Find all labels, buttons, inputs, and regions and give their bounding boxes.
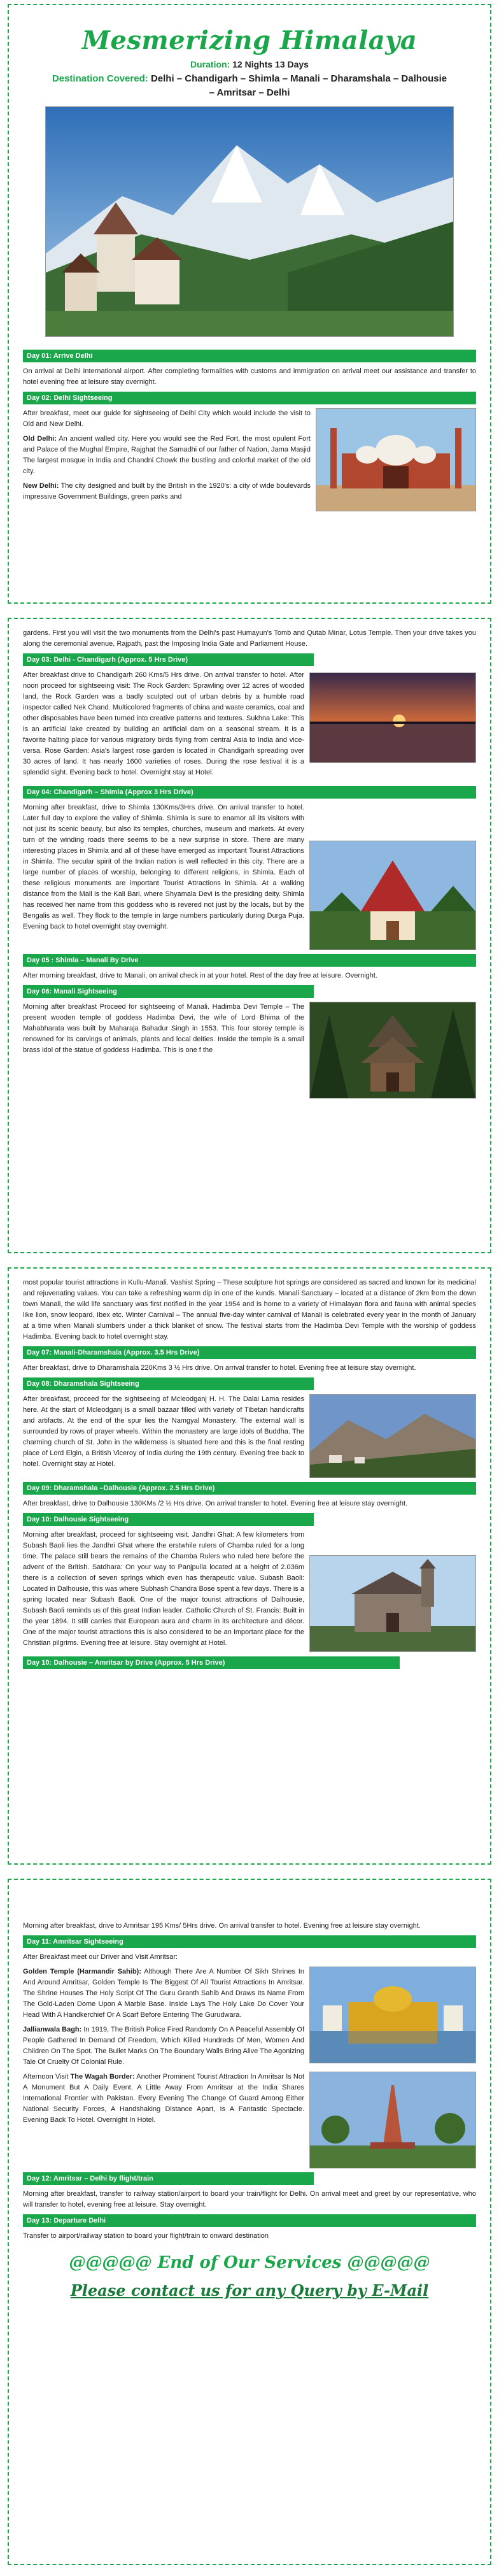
wagah-desc: Another Prominent Tourist Attraction In Amritsar Is Not A Monument But A Daily Event. A Little Away From Amritsar at the India Shares International Frontier with Pakistan. Every Evening The Change Of Guard Among Either National Security Forces, A Handshaking Distance Apart, Is A Fantastic Spectacle. Evening Back To Hotel. Overnight In Hotel. <box>23 2073 304 2124</box>
day-3-text: After breakfast drive to Chandigarh 260 Kms/5 Hrs drive. On arrival transfer to hotel. After noon proceed for sightseeing visit: The Rock Garden: Sprawling over 12 acres of wooded land, the Rock Garden was a badly sculpted out of urban debris by a humble road inspector called Nek Chand. Multicolored fragments of china and waste ceramics, coal and other disposables have been turned into creative patterns and textures. Sukhna Lake: This is an artificial lake created by building an artificial dam on a seasonal stream. It is a favorite halting place for various migratory birds flying from central Asia to India and vice-versa. Rose Garden: Asia's largest rose garden is located in Chandigarh spreading over 30 acres of land. It has nearly 1600 varieties of roses. During the rose festival it is a splendid sight. Evening back to hotel. Overnight stay at Hotel. <box>23 671 304 776</box>
jallianwala-desc: In 1919, The British Police Fired Randomly On A Peaceful Assembly Of People Gathered In Demand Of Freedom, Which Killed Hundreds Of Men, Women And Children On The Spot. The Bullet Marks On The Boundary Walls Bring Alive The Agonizing Tale Of Cruelty Of Colonial Rule. <box>23 2026 304 2066</box>
contact-email-link[interactable]: Please contact us for any Query by E-Mail <box>70 2281 429 2300</box>
day-10-text: Morning after breakfast, proceed for sightseeing visit. Jandhri Ghat: A few kilometers from Subash Baoli lies the Jandhri Ghat where the erstwhile rulers of Chamba ruled for a long time. The palace still bears the remains of the Chamba Rulers who ruled here before the advent of the British. Satdhara: On your way to Panjpulla located at a height of 2.036m there is a collection of seven springs which even has therapeutic value. Subash Baoli: Located in Dalhousie, this was where Subhash Chandra Bose spent a few days. There is a spring located near Subash Baoli. One of the major tourist attractions of Dalhousie, Subash Baoli reminds us of this great Indian leader. Catholic Church of St. Francis: Built in the year 1894. It still carries that European aura and charm in its architecture and décor. One of the major tourist attractions this is also considered to be an important place for the Christian pilgrims. Evening free at leisure. Stay overnight at Hotel. <box>23 1531 304 1647</box>
dharamshala-valley-image <box>309 1394 476 1478</box>
day-3-section <box>23 670 476 782</box>
day-2-continued: gardens. First you will visit the two monuments from the Delhi's past Humayun's Tomb and Qutab Minar, Lotus Temple. Then your drive takes you along the ceremonial avenue, Rajpath, past the Imposing India Gate and Parliament House. <box>23 629 476 648</box>
wagah-label: The Wagah Border: <box>70 2073 135 2081</box>
new-delhi-text <box>23 481 311 502</box>
new-delhi-label: New Delhi: <box>23 482 59 490</box>
duration <box>23 59 476 69</box>
jallianwala-memorial-image <box>309 2072 476 2168</box>
day-4-text: Morning after breakfast, drive to Shimla 130Kms/3Hrs drive. On arrival transfer to hotel. Later full day to explore the valley of Shimla. Shimla is sure to enamor all its visitors with not just its scenic beauty, but also its temples, churches, museum and markets. At every turn of the winding roads there seems to be a new surprise in store. There are many interesting places in Shimla and all of these have emerged as important Tourist Attractions in Shimla. The secular spirit of the Indian nation is well reflected in this city. There are a large number of places of worship, belonging to different religions, in Shimla. Each of these religious monuments are important Tourist Attractions in Shimla. At a walking distance from the Mall is the Kali Bari, where Shyamala Devi is the presiding deity. Shimla has received her name from this goddess who is revered not just by the locals, but by the Bengalis as well. They flock to the temple in large numbers particularly during Durga Puja. Evening back to hotel overnight stay overnight. <box>23 804 304 930</box>
golden-temple-label: Golden Temple (Harmandir Sahib): <box>23 1968 141 1975</box>
day-13-heading: Day 13: Departure Delhi <box>23 2214 476 2227</box>
day-10b-heading: Day 10: Dalhousie – Amritsar by Drive (Approx. 5 Hrs Drive) <box>23 1656 400 1669</box>
page-2 <box>8 618 491 1253</box>
day-4-heading: Day 04: Chandigarh – Shimla (Approx 3 Hrs Drive) <box>23 786 476 799</box>
day-6-text: Morning after breakfast Proceed for sightseeing of Manali. Hadimba Devi Temple – The present wooden temple of goddess Hadimba Devi, the wife of Lord Bhima of the Mahabharata was built by Maharaja Bahadur Singh in 1553. This four storey temple is renowned for its carvings of animals, plants and local deities. Inside the temple is a small brass idol of the statue of goddess Hadimba. This is one f the <box>23 1003 304 1054</box>
wagah-lead: Afternoon Visit <box>23 2073 71 2081</box>
day-2-section <box>23 408 476 511</box>
old-delhi-desc: An ancient walled city. Here you would see the Red Fort, the most opulent Fort and Palace of the Mughal Empire, Rajghat the Samadhi of our father of Nation, Jama Masjid The largest mosque in India and Chandni Chowk the bustling and colorful market of the old city. <box>23 435 311 475</box>
jallianwala-label: Jallianwala Bagh: <box>23 2026 82 2033</box>
end-of-services: @@@@@ End of Our Services @@@@@ <box>69 2253 430 2272</box>
new-delhi-desc: The city designed and built by the British in the 1920's: a city of wide boulevards impressive Government Buildings, green parks and <box>23 482 311 501</box>
golden-temple-text <box>23 1967 304 2021</box>
day-2-heading: Day 02: Delhi Sightseeing <box>23 392 476 404</box>
day-10b-text: Morning after breakfast, drive to Amritsar 195 Kms/ 5Hrs drive. On arrival transfer to hotel. Evening free at leisure stay overnight. <box>23 1922 421 1930</box>
day-1-heading: Day 01: Arrive Delhi <box>23 350 476 362</box>
day-3-heading: Day 03: Delhi - Chandigarh (Approx. 5 Hrs Drive) <box>23 653 314 666</box>
day-7-text: After breakfast, drive to Dharamshala 220Kms 3 ½ Hrs drive. On arrival transfer to hotel. Evening free at leisure stay overnight. <box>23 1364 416 1372</box>
page-3 <box>8 1267 491 1865</box>
day-6-continued: most popular tourist attractions in Kullu-Manali. Vashist Spring – These sculpture hot springs are considered as sacred and known for its medicinal and rejuvenating values. You can take a refreshing warm dip in one of the kunds. Manali Sanctuary – located at a distance of 2km from the down town Manali, the wild life sanctuary was first notified in the year 1954 and is home to a variety of Himalayan flora and fauna with animal species like lion, snow leopard, Ibex etc. Winter Carnival – The annual five-day winter carnival of Manali is celebrated every year in the month of January at a time when Manali slumbers under a thick blanket of snow. The festival starts from the Hadimba Devi Temple with the worship of goddess Hadimba. Evening back to hotel overnight stay. <box>23 1279 476 1341</box>
day-13-text: Transfer to airport/railway station to board your flight/train to onward destination <box>23 2232 269 2240</box>
day-4-section <box>23 802 476 950</box>
day-9-heading: Day 09: Dharamshala –Dalhousie (Approx. 2.5 Hrs Drive) <box>23 1482 476 1495</box>
day-1-text: On arrival at Delhi International airport. After completing formalities with customs and immigration on arrival meet our assistance and transfer to hotel evening free at leisure stay overnight. <box>23 367 476 386</box>
dalhousie-church-image <box>309 1555 476 1652</box>
day-6-section <box>23 1002 476 1099</box>
golden-temple-image <box>309 1967 476 2063</box>
shimla-temple-image <box>309 841 476 950</box>
day-10-heading: Day 10: Dalhousie Sightseeing <box>23 1513 314 1526</box>
golden-temple-desc: Although There Are A Number Of Sikh Shrines In And Around Amritsar, Golden Temple Is The Biggest Of All Tourist Attractions In Amritsar. The Shrine Houses The Holy Script Of The Guru Granth Sahib And Draws Its Name From The Gold-Laden Dome Upon A Marble Base. Inside Lays The Holy Lake Do Cover Your Head With A Handkerchief Or A Scarf Before Entering The Gurudwara. <box>23 1968 304 2019</box>
destinations <box>48 72 451 100</box>
page-4 <box>8 1879 491 2565</box>
golden-temple-section <box>23 1967 476 2072</box>
day-9-text: After breakfast, drive to Dalhousie 130KMs /2 ½ Hrs drive. On arrival transfer to hotel. Evening free at leisure stay overnight. <box>23 1500 408 1507</box>
destinations-value: Delhi – Chandigarh – Shimla – Manali – Dharamshala – Dalhousie – Amritsar – Delhi <box>150 73 447 98</box>
hero-image-mountain-village <box>45 106 454 337</box>
destinations-label: Destination Covered: <box>52 73 148 84</box>
day-5-text: After morning breakfast, drive to Manali, on arrival check in at your hotel. Rest of the day free at leisure. Overnight. <box>23 972 377 979</box>
day-11-heading: Day 11: Amritsar Sightseeing <box>23 1935 476 1948</box>
day-11-text: After Breakfast meet our Driver and Visit Amritsar: <box>23 1953 178 1961</box>
old-delhi-label: Old Delhi: <box>23 435 57 443</box>
day-2-text: After breakfast, meet our guide for sightseeing of Delhi City which would include the visit to Old and New Delhi. <box>23 409 311 428</box>
day-8-text: After breakfast, proceed for the sightseeing of Mcleodganj H. H. The Dalai Lama resides here. At the start of Mcleodganj is a small bazaar filled with variety of Tibetan handicrafts and artifacts. At the end of the spur lies the Namgyal Monastery. The external wall is surrounded by rows of prayer wheels. Within the monastery are large idols of Buddha. The charming church of St. John in the wilderness is situated here and this is the final resting place of Lord Elgin, a British Viceroy of India during the 19th century. Evening free back to hotel. Overnight stay at Hotel. <box>23 1395 304 1468</box>
day-8-section <box>23 1394 476 1478</box>
jallianwala-text <box>23 2025 304 2068</box>
duration-value: 12 Nights 13 Days <box>232 59 309 69</box>
old-delhi-text <box>23 434 311 477</box>
hadimba-temple-image <box>309 1002 476 1099</box>
day-12-heading: Day 12: Amritsar – Delhi by flight/train <box>23 2172 314 2185</box>
tour-title: Mesmerizing Himalaya <box>81 25 418 55</box>
page-1 <box>8 4 491 604</box>
day-12-text: Morning after breakfast, transfer to railway station/airport to board your train/flight for Delhi. On arrival meet and greet by our representative, who will transfer to hotel, evening free at leisure. Stay overnight. <box>23 2190 476 2209</box>
day-8-heading: Day 08: Dharamshala Sightseeing <box>23 1377 314 1390</box>
day-7-heading: Day 07: Manali-Dharamshala (Approx. 3.5 Hrs Drive) <box>23 1346 476 1359</box>
jama-masjid-image <box>316 408 476 511</box>
duration-label: Duration: <box>190 59 230 69</box>
sukhna-lake-sunset-image <box>309 672 476 763</box>
day-5-heading: Day 05 : Shimla – Manali By Drive <box>23 954 476 967</box>
day-6-heading: Day 06: Manali Sightseeing <box>23 985 314 998</box>
wagah-section <box>23 2072 476 2168</box>
wagah-text <box>23 2072 304 2126</box>
day-10-section <box>23 1530 476 1653</box>
